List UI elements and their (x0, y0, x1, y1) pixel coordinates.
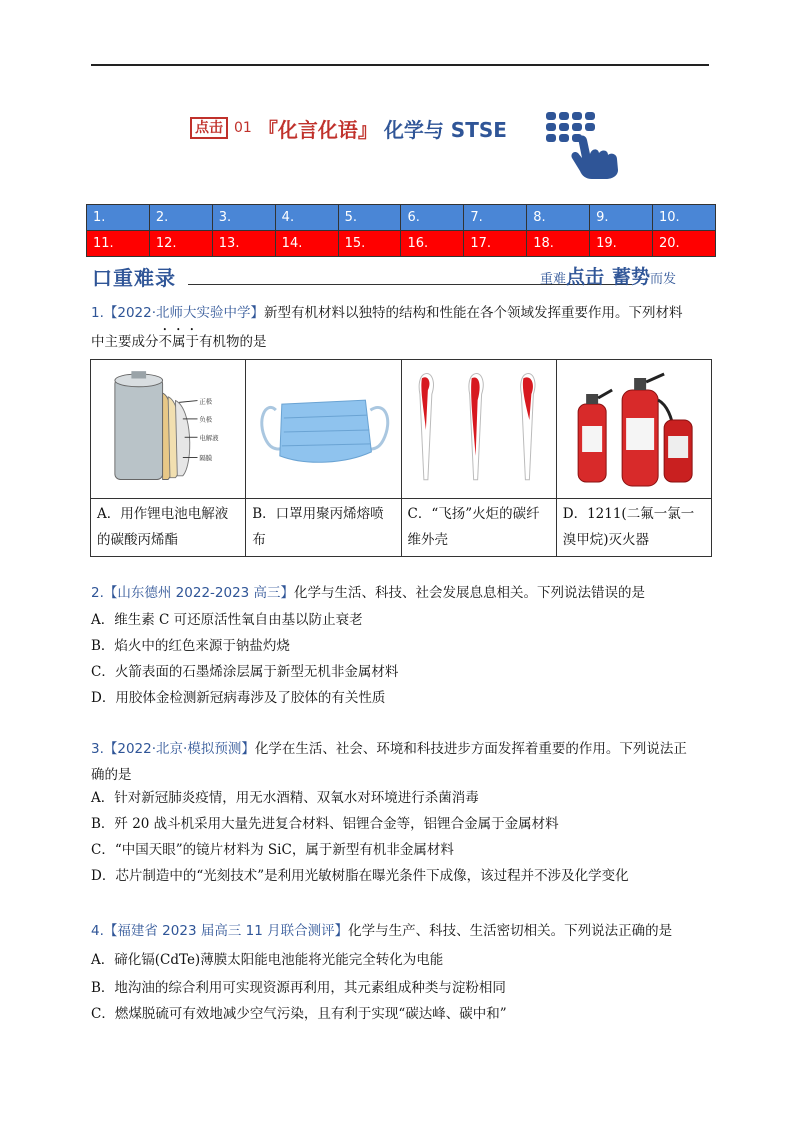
option-a-caption: A．用作锂电池电解液的碳酸丙烯酯 (91, 499, 246, 557)
question-source: 1.【2022·北师大实验中学】 (91, 305, 265, 321)
battery-label: 电解液 (199, 434, 219, 443)
question-text: 有机物的是 (199, 334, 267, 350)
question-2-stem (91, 580, 711, 606)
option-d-caption: D．1211(二氟一氯一溴甲烷)灭火器 (556, 499, 711, 557)
torch-illustration (402, 360, 556, 498)
answer-cell[interactable]: 9. (590, 205, 653, 231)
answer-cell[interactable]: 3. (212, 205, 275, 231)
q3-option-b: B．歼 20 战斗机采用大量先进复合材料、铝锂合金等，铝锂合金属于金属材料 (91, 816, 559, 832)
answer-grid (86, 204, 716, 257)
q4-option-a: A．碲化镉(CdTe)薄膜太阳能电池能将光能完全转化为电能 (91, 952, 444, 968)
page-title (190, 108, 507, 148)
question-1-stem (91, 300, 711, 355)
slogan-part: 蓄势 (612, 266, 651, 288)
keypad-hand-icon (542, 108, 637, 180)
slogan-part: 而发 (650, 272, 677, 287)
option-d-image-cell (556, 360, 711, 499)
slogan-part: 点击 (566, 266, 605, 288)
answer-cell[interactable]: 18. (527, 231, 590, 257)
slogan-part: 重难 (540, 272, 567, 287)
battery-illustration (91, 360, 245, 498)
section-header (92, 262, 712, 288)
extinguisher-illustration (557, 360, 711, 498)
answer-cell[interactable]: 1. (87, 205, 150, 231)
emphasis-text: 不属于 (158, 334, 199, 350)
answer-cell[interactable]: 10. (653, 205, 716, 231)
q2-option-d: D．用胶体金检测新冠病毒涉及了胶体的有关性质 (91, 690, 386, 706)
question-1-options-table (90, 359, 712, 557)
answer-cell[interactable]: 19. (590, 231, 653, 257)
battery-label: 隔膜 (199, 454, 213, 463)
question-source: 3.【2022·北京·模拟预测】 (91, 741, 255, 757)
question-source: 2.【山东德州 2022-2023 高三】 (91, 585, 295, 601)
section-slogan (540, 262, 676, 289)
answer-cell[interactable]: 4. (275, 205, 338, 231)
title-number: 01 (234, 120, 252, 136)
option-c-image-cell (401, 360, 556, 499)
question-text: 化学与生活、科技、社会发展息息相关。下列说法错误的是 (294, 585, 646, 601)
answer-cell[interactable]: 16. (401, 231, 464, 257)
header-rule (91, 64, 709, 66)
question-text: 化学与生产、科技、生活密切相关。下列说法正确的是 (348, 923, 673, 939)
answer-cell[interactable]: 14. (275, 231, 338, 257)
section-title: 口重难录 (92, 266, 176, 290)
question-text: 化学在生活、社会、环境和科技进步方面发挥着重要的作用。下列说法正 (254, 741, 687, 757)
q2-option-c: C．火箭表面的石墨烯涂层属于新型无机非金属材料 (91, 664, 399, 680)
q2-option-a: A．维生素 C 可还原活性氧自由基以防止衰老 (91, 612, 363, 628)
question-4-stem (91, 918, 711, 944)
q3-option-d: D．芯片制造中的“光刻技术”是利用光敏树脂在曝光条件下成像，该过程并不涉及化学变化 (91, 868, 629, 884)
option-b-caption: B．口罩用聚丙烯熔喷布 (246, 499, 401, 557)
q4-option-b: B．地沟油的综合利用可实现资源再利用，其元素组成种类与淀粉相同 (91, 980, 506, 996)
battery-label: 正极 (199, 397, 213, 406)
stamp-badge: 点击 (190, 117, 228, 139)
answer-row-2 (87, 231, 716, 257)
answer-cell[interactable]: 6. (401, 205, 464, 231)
question-text: 中主要成分 (91, 334, 159, 350)
answer-cell[interactable]: 20. (653, 231, 716, 257)
answer-cell[interactable]: 2. (149, 205, 212, 231)
option-c-caption: C．“飞扬”火炬的碳纤维外壳 (401, 499, 556, 557)
answer-cell[interactable]: 8. (527, 205, 590, 231)
option-b-image-cell (246, 360, 401, 499)
answer-cell[interactable]: 7. (464, 205, 527, 231)
question-3-stem (91, 736, 711, 788)
title-bracket-text: 『化言化语』 (257, 117, 378, 142)
answer-cell[interactable]: 5. (338, 205, 401, 231)
answer-row-1 (87, 205, 716, 231)
battery-label: 负极 (199, 415, 213, 424)
q4-option-c: C．燃煤脱硫可有效地减少空气污染，且有利于实现“碳达峰、碳中和” (91, 1006, 507, 1022)
question-text: 新型有机材料以独特的结构和性能在各个领域发挥重要作用。下列材料 (264, 305, 683, 321)
option-a-image-cell (91, 360, 246, 499)
answer-cell[interactable]: 17. (464, 231, 527, 257)
q2-option-b: B．焰火中的红色来源于钠盐灼烧 (91, 638, 290, 654)
mask-illustration (246, 360, 400, 498)
question-source: 4.【福建省 2023 届高三 11 月联合测评】 (91, 923, 349, 939)
answer-cell[interactable]: 13. (212, 231, 275, 257)
answer-cell[interactable]: 12. (149, 231, 212, 257)
q3-option-c: C．“中国天眼”的镜片材料为 SiC，属于新型有机非金属材料 (91, 842, 454, 858)
answer-cell[interactable]: 15. (338, 231, 401, 257)
title-topic: 化学与 STSE (383, 117, 507, 142)
question-text: 确的是 (91, 767, 132, 783)
q3-option-a: A．针对新冠肺炎疫情，用无水酒精、双氧水对环境进行杀菌消毒 (91, 790, 479, 806)
answer-cell[interactable]: 11. (87, 231, 150, 257)
